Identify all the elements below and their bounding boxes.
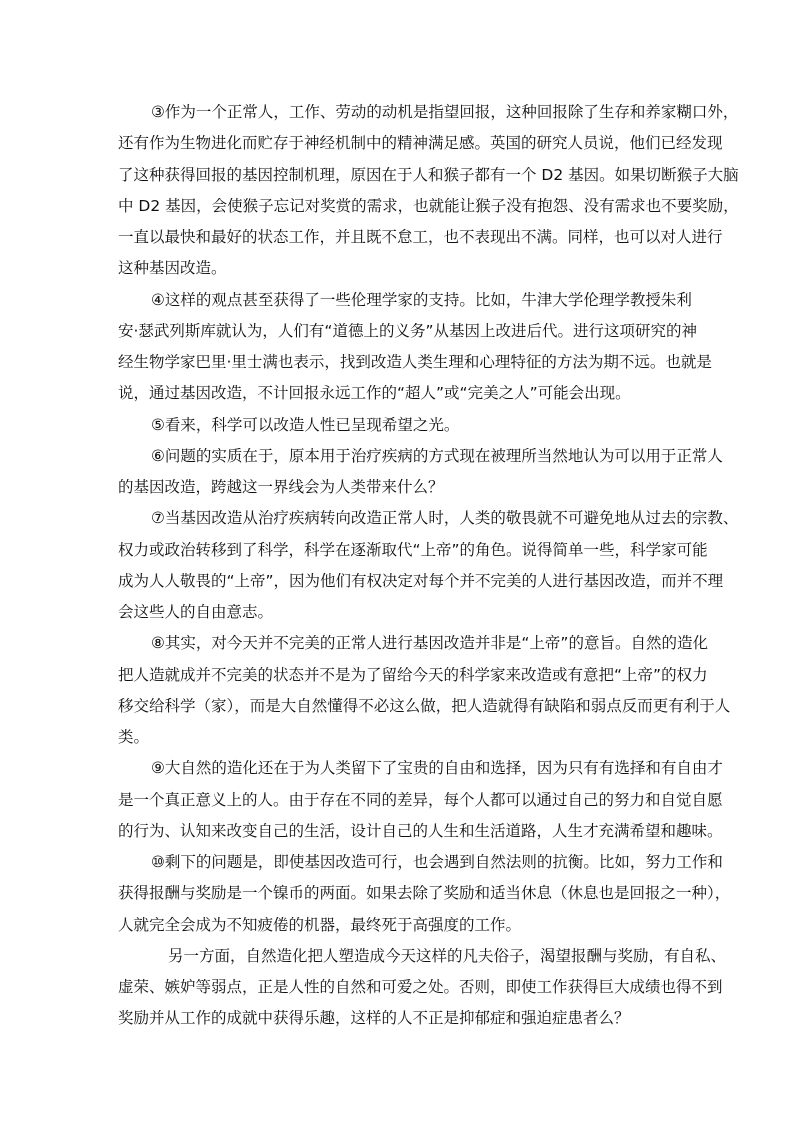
paragraph: [118, 410, 670, 441]
text-line: 权力或政治转移到了科学，科学在逐渐取代“上帝”的角色。说得简单一些，科学家可能: [118, 540, 708, 559]
text-line: ⑧其实，对今天并不完美的正常人进行基因改造并非是“上帝”的意旨。自然的造化: [151, 634, 708, 653]
text-line: 中 D2 基因，会使猴子忘记对奖赏的需求，也就能让猴子没有抱怨、没有需求也不要奖励，: [118, 196, 739, 215]
paragraph: [118, 941, 727, 1035]
text-line: 这种基因改造。: [118, 259, 227, 278]
text-line: 奖励并从工作的成就中获得乐趣，这样的人不正是抑郁症和强迫症患者么？: [118, 1009, 630, 1028]
paragraph: [118, 753, 723, 847]
text-line: 类。: [118, 728, 150, 746]
text-line: ③作为一个正常人，工作、劳动的动机是指望回报，这种回报除了生存和养家糊口外，: [151, 103, 739, 121]
text-line: ⑩剩下的问题是，即使基因改造可行，也会遇到自然法则的抗衡。比如，努力工作和: [151, 853, 723, 871]
text-line: 的基因改造，跨越这一界线会为人类带来什么？: [118, 478, 444, 496]
text-line: ⑥问题的实质在于，原本用于治疗疾病的方式现在被理所当然地认为可以用于正常人: [151, 446, 723, 465]
paragraph: [118, 847, 731, 941]
text-line: 把人造就成并不完美的状态并不是为了留给今天的科学家来改造或有意把“上帝”的权力: [118, 665, 708, 684]
paragraph: [118, 285, 712, 410]
text-line: ④这样的观点甚至获得了一些伦理学家的支持。比如，牛津大学伦理学教授朱利: [151, 290, 692, 309]
paragraph: [118, 441, 723, 504]
paragraph: [118, 628, 731, 753]
text-line: 说，通过基因改造，不计回报永远工作的“超人”或“完美之人”可能会出现。: [118, 384, 631, 403]
document-body: [118, 97, 739, 1035]
text-line: 获得报酬与奖励是一个镍币的两面。如果去除了奖励和适当休息（休息也是回报之一种），: [118, 884, 731, 903]
text-line: 经生物学家巴里·里士满也表示，找到改造人类生理和心理特征的方法为期不远。也就是: [118, 353, 712, 371]
text-line: 移交给科学（家），而是大自然懂得不必这么做，把人造就得有缺陷和弱点反而更有利于人: [118, 696, 731, 715]
text-line: 成为人人敬畏的“上帝”，因为他们有权决定对每个并不完美的人进行基因改造，而并不理: [118, 571, 724, 590]
text-line: 另一方面，自然造化把人塑造成今天这样的凡夫俗子，渴望报酬与奖励，有自私、: [168, 946, 727, 965]
text-line: 安·瑟武列斯库就认为，人们有“道德上的义务”从基因上改进后代。进行这项研究的神: [118, 321, 697, 340]
text-line: ⑨大自然的造化还在于为人类留下了宝贵的自由和选择，因为只有有选择和有自由才: [151, 759, 723, 778]
text-line: 一直以最快和最好的状态工作，并且既不怠工，也不表现出不满。同样，也可以对人进行: [118, 228, 723, 246]
text-line: ⑦当基因改造从治疗疾病转向改造正常人时，人类的敬畏就不可避免地从过去的宗教、: [151, 509, 739, 528]
paragraph: [118, 503, 739, 628]
text-line: 还有作为生物进化而贮存于神经机制中的精神满足感。英国的研究人员说，他们已经发现: [118, 134, 723, 153]
text-line: 是一个真正意义上的人。由于存在不同的差异，每个人都可以通过自己的努力和自觉自愿: [118, 790, 723, 809]
text-line: 了这种获得回报的基因控制机理，原因在于人和猴子都有一个 D2 基因。如果切断猴子大脑: [118, 165, 739, 184]
paragraph: [118, 97, 739, 285]
text-line: 虚荣、嫉妒等弱点，正是人性的自然和可爱之处。否则，即使工作获得巨大成绩也得不到: [118, 978, 723, 996]
text-line: 的行为、认知来改变自己的生活，设计自己的人生和生活道路，人生才充满希望和趣味。: [118, 821, 723, 840]
text-line: ⑤看来，科学可以改造人性已呈现希望之光。: [151, 415, 460, 434]
text-line: 人就完全会成为不知疲倦的机器，最终死于高强度的工作。: [118, 915, 522, 934]
text-line: 会这些人的自由意志。: [118, 603, 274, 621]
